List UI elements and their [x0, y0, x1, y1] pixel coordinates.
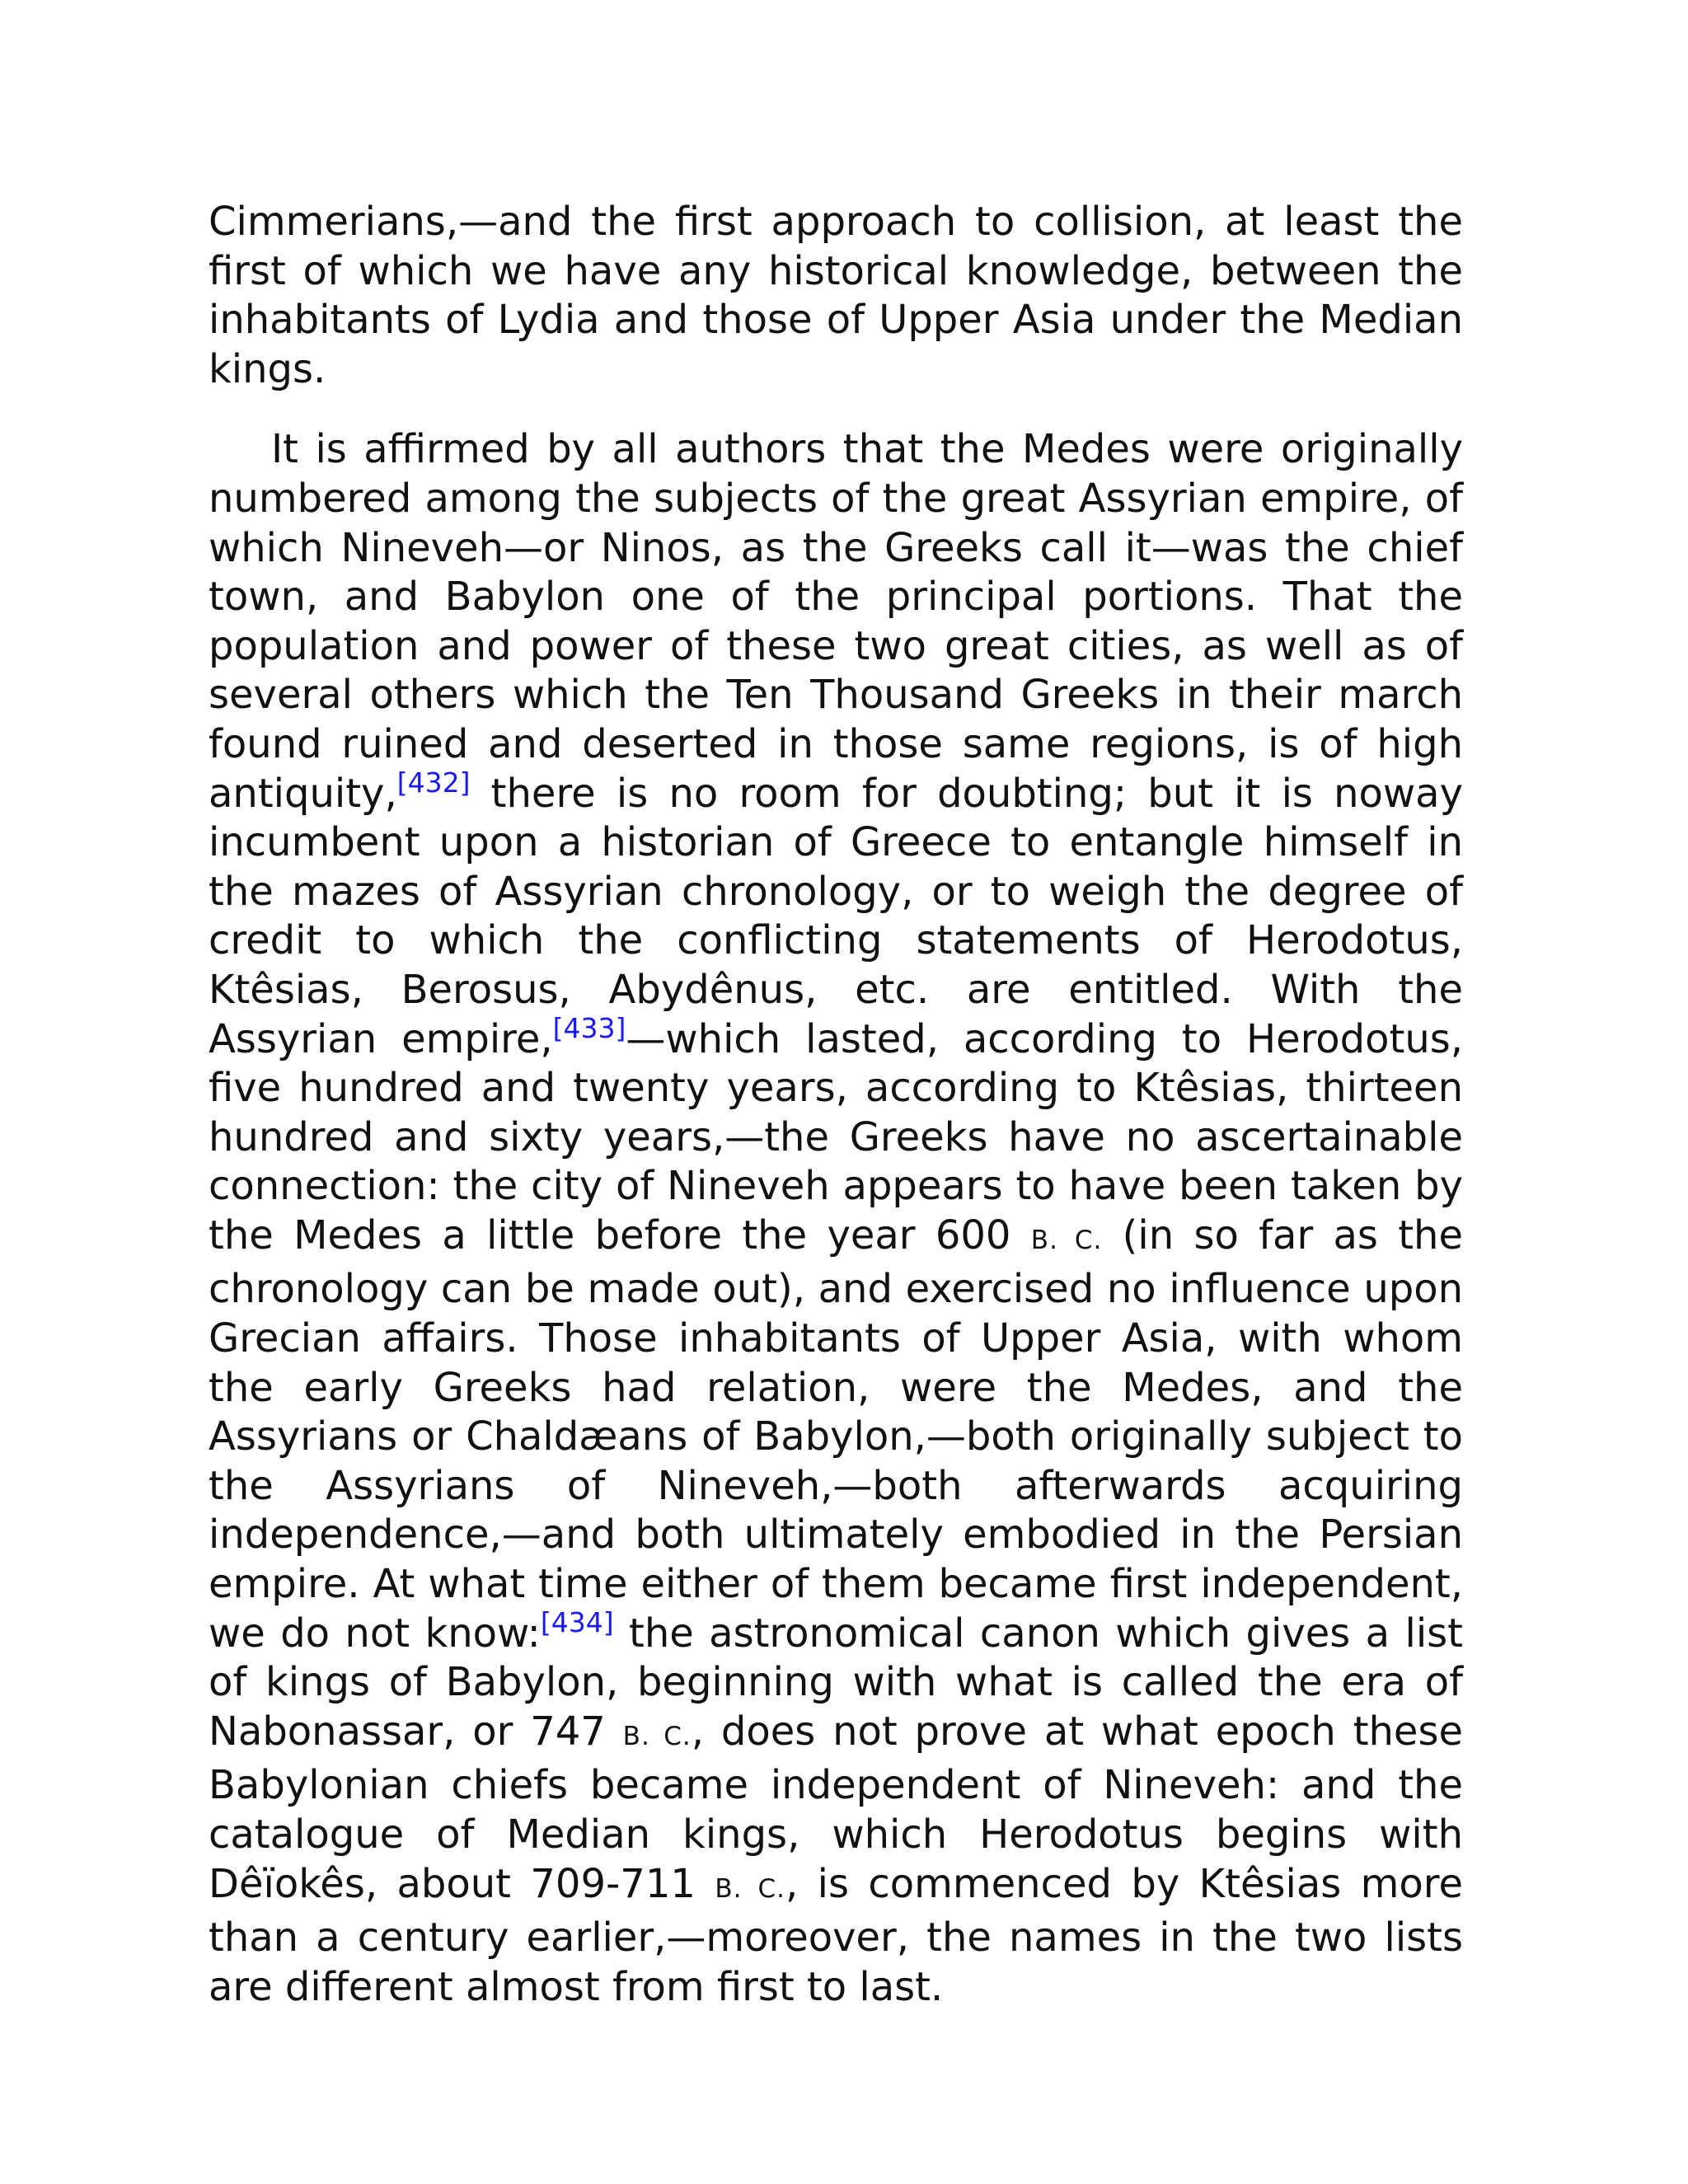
- text-segment: —which lasted, according to Herodotus, five hundred and twenty years, according to Ktêsias, thirteen hundred and sixty years,—the Greeks have no ascertainable connection: the city of Nineveh appears to have been taken by the Medes a little before the year 600: [209, 1015, 1464, 1258]
- text-segment: , does not prove at what epoch these Babylonian chiefs became independent of Nineveh: and the catalogue of Median kings, which Herodotus begins with Dêïokês, about 709-711: [209, 1708, 1464, 1907]
- era-abbreviation: B. C.: [622, 1721, 692, 1751]
- paragraph-2: [209, 425, 1463, 2012]
- footnote-link-434[interactable]: [434]: [540, 1605, 614, 1638]
- text-segment: there is no room for doubting; but it is noway incumbent upon a historian of Greece to entangle himself in the mazes of Assyrian chronology, or to weigh the degree of credit to which the conflicting statements of Herodotus, Ktêsias, Berosus, Abydênus, etc. are entitled. With the Assyrian empire,: [209, 770, 1463, 1062]
- era-abbreviation: B. C.: [1030, 1225, 1103, 1255]
- paragraph-1: Cimmerians,—and the first approach to collision, at least the first of which we have any historical knowledge, between the inhabitants of Lydia and those of Upper Asia under the Median kings.: [209, 199, 1463, 392]
- text-segment: It is affirmed by all authors that the Medes were originally numbered among the subjects of the great Assyrian empire, of which Nineveh—or Ninos, as the Greeks call it—was the chief town, and Babylon one of the principal portions. That the population and power of these two great cities, as well as of several others which the Ten Thousand Greeks in their march found ruined and deserted in those same regions, is of high antiquity,: [209, 426, 1463, 817]
- text-segment: , is commenced by Ktêsias more than a century earlier,—moreover, the names in the two lists are different almost from first to last.: [209, 1860, 1464, 2010]
- footnote-link-432[interactable]: [432]: [396, 766, 471, 799]
- era-abbreviation: B. C.: [715, 1873, 785, 1904]
- footnote-link-433[interactable]: [433]: [552, 1011, 626, 1044]
- page-text: [209, 198, 1463, 2012]
- text-segment: (in so far as the chronology can be made out), and exercised no influence upon Grecian affairs. Those inhabitants of Upper Asia, with whom the early Greeks had relation, were the Medes, and the Assyrians or Chaldæans of Babylon,—both originally subject to the Assyrians of Nineveh,—both afterwards acquiring independence,—and both ultimately embodied in the Persian empire. At what time either of them became first independent, we do not know:: [209, 1212, 1463, 1657]
- text-segment: the astronomical canon which gives a list of kings of Babylon, beginning with what is called the era of Nabonassar, or 747: [209, 1610, 1463, 1755]
